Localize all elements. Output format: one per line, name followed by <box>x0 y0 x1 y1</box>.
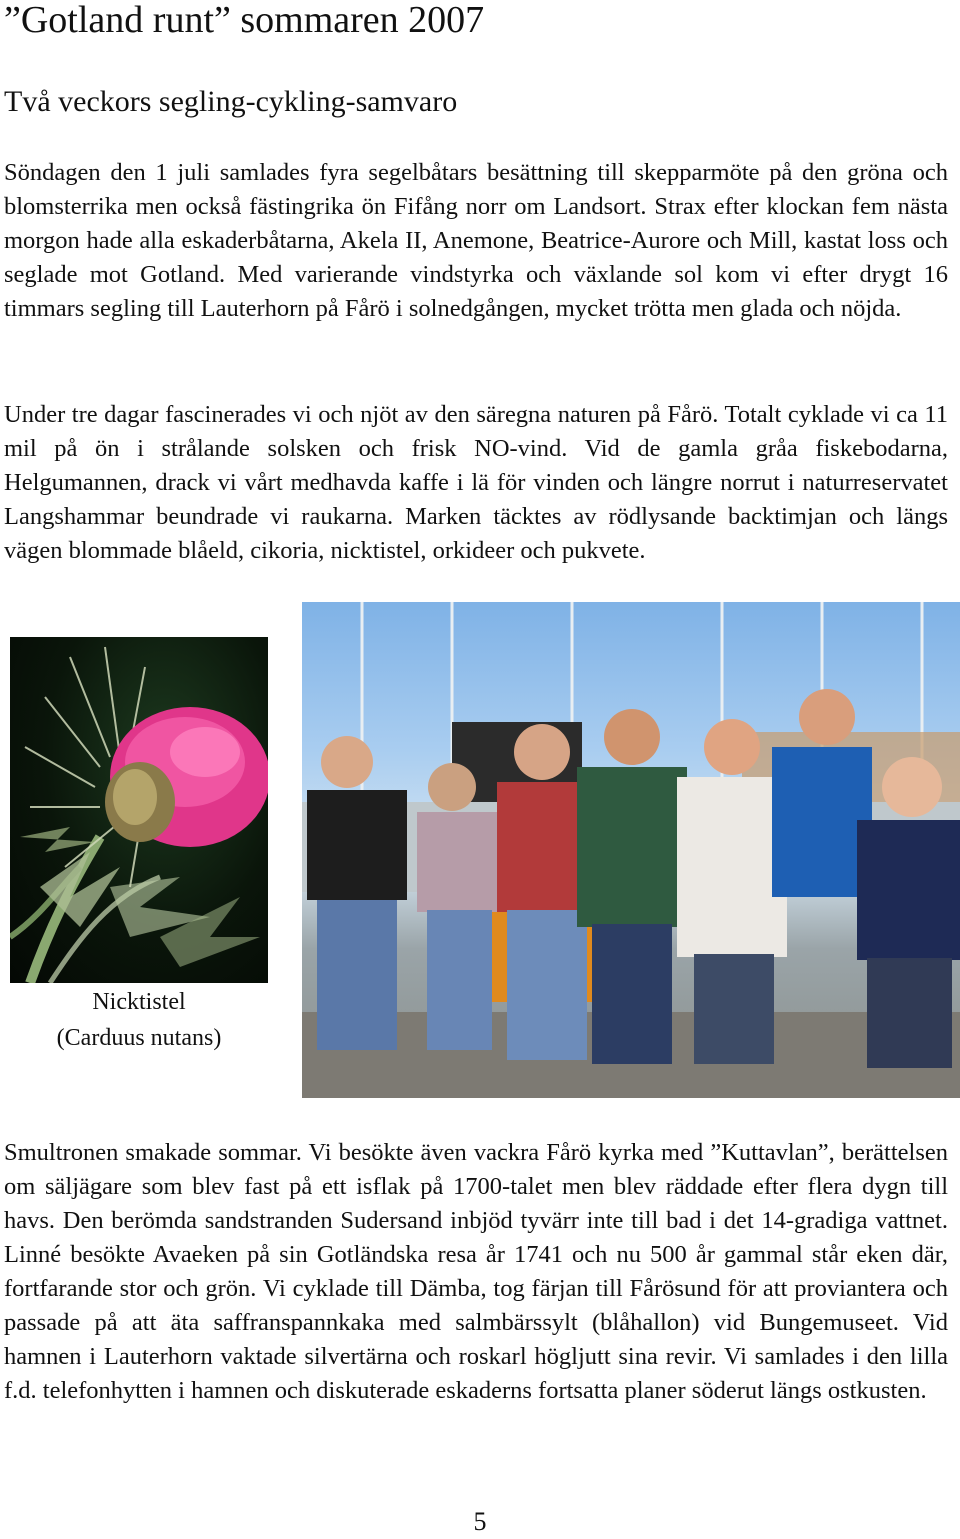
figure-caption <box>10 984 268 1056</box>
caption-common-name: Nicktistel <box>92 989 186 1015</box>
page-number: 5 <box>473 1507 487 1536</box>
paragraph-summer: Smultronen smakade sommar. Vi besökte även vackra Fårö kyrka med ”Kuttavlan”, berättelsen om säljägare som blev fast på ett isflak på 1700-talet men blev räddade efter flera dygn till havs. Den berömda sandstranden Sudersand inbjöd tyvärr inte till bad i det 14-gradiga vattnet. Linné besökte Avaeken på sin Gotländska resa år 1741 och nu 500 år gammal står eken där, fortfarande stor och grön. Vi cyklade till Dämba, tog färjan till Fårösund för att proviantera och passade på att äta saffranspannkaka med salmbärssylt (blåhallon) vid Bungemuseet. Vid hamnen i Lauterhorn vaktade silvertärna och roskarl högljutt sina revir. Vi samlades i den lilla f.d. telefonhytten i hamnen och diskuterade eskaderns fortsatta planer söderut längs ostkusten. <box>4 1139 948 1404</box>
page-title: ”Gotland runt” sommaren 2007 <box>4 0 485 41</box>
group-photo <box>302 602 960 1098</box>
thistle-photo <box>10 637 268 983</box>
paragraph-faro: Under tre dagar fascinerades vi och njöt av den säregna naturen på Fårö. Totalt cyklade vi ca 11 mil på ön i strålande solsken och frisk NO-vind. Vid de gamla gråa fiskebodarna, Helgumannen, drack vi vårt medhavda kaffe i lä för vinden och längre norrut i naturreservatet Langshammar beundrade vi raukarna. Marken täcktes av rödlysande backtimjan och längs vägen blommade blåeld, cikoria, nicktistel, orkideer och pukvete. <box>4 401 948 564</box>
page-subtitle: Två veckors segling-cykling-samvaro <box>4 85 458 118</box>
caption-latin-name: (Carduus nutans) <box>56 1025 222 1051</box>
paragraph-intro: Söndagen den 1 juli samlades fyra segelbåtars besättning till skepparmöte på den gröna och blomsterrika men också fästingrika ön Fifång norr om Landsort. Strax efter klockan fem nästa morgon hade alla eskaderbåtarna, Akela II, Anemone, Beatrice-Aurore och Mill, kastat loss och seglade mot Gotland. Med varierande vindstyrka och växlande sol kom vi efter drygt 16 timmars segling till Lauterhorn på Fårö i solnedgången, mycket trötta men glada och nöjda. <box>4 159 948 322</box>
